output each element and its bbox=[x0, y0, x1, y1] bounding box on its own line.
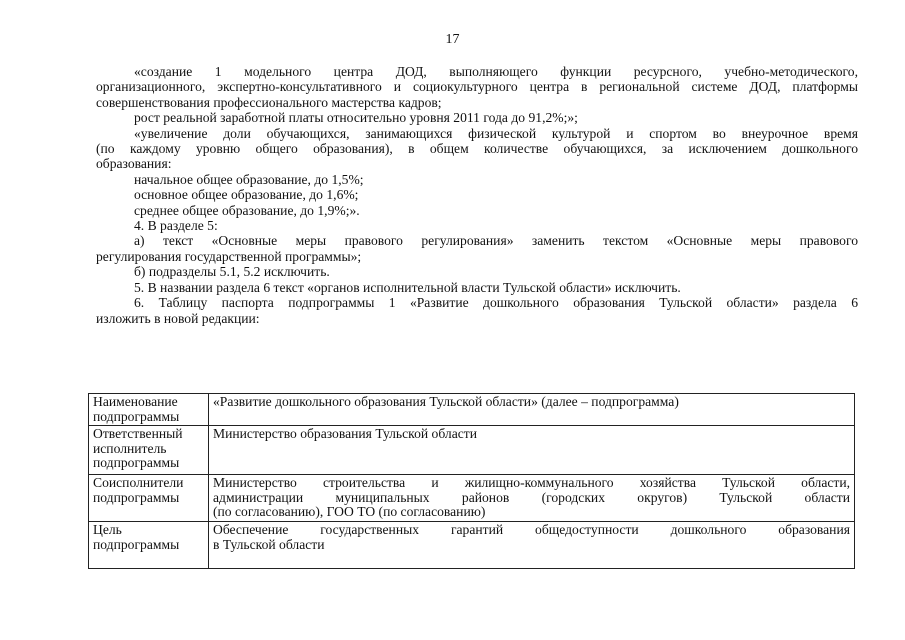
table-row bbox=[89, 394, 855, 426]
cell-line: Соисполнители bbox=[93, 475, 184, 490]
paragraph-line: «увеличение доли обучающихся, занимающихся физической культурой и спортом во внеурочное время bbox=[134, 125, 858, 141]
table-label-cell bbox=[89, 522, 209, 569]
document-body bbox=[96, 64, 858, 326]
paragraph: б) подразделы 5.1, 5.2 исключить. bbox=[134, 264, 330, 280]
paragraph-line: совершенствования профессионального мастерства кадров; bbox=[96, 94, 442, 110]
cell-line: администрации муниципальных районов (городских округов) Тульской области bbox=[213, 489, 850, 505]
cell-line: Наименование bbox=[93, 394, 178, 409]
cell-line: исполнитель bbox=[93, 440, 167, 456]
passport-table bbox=[88, 393, 855, 569]
table-label-cell bbox=[89, 475, 209, 522]
cell-line: Обеспечение государственных гарантий общедоступности дошкольного образования bbox=[213, 522, 850, 537]
cell-line: Министерство строительства и жилищно-коммунального хозяйства Тульской области, bbox=[213, 475, 850, 490]
table-label-cell bbox=[89, 394, 209, 426]
cell-line: в Тульской области bbox=[213, 536, 325, 552]
paragraph: 4. В разделе 5: bbox=[134, 218, 218, 234]
cell-line: Министерство образования Тульской области bbox=[213, 426, 477, 441]
paragraph-line: образования: bbox=[96, 156, 172, 172]
paragraph-line: изложить в новой редакции: bbox=[96, 310, 260, 326]
list-item: среднее общее образование, до 1,9%;». bbox=[134, 202, 360, 218]
page-number: 17 bbox=[445, 32, 460, 47]
table-value-cell bbox=[209, 394, 855, 426]
table-row bbox=[89, 475, 855, 522]
cell-line: Ответственный bbox=[93, 426, 183, 441]
cell-line: (по согласованию), ГОО ТО (по согласованию) bbox=[213, 504, 486, 520]
paragraph-line: а) текст «Основные меры правового регулирования» заменить текстом «Основные меры правового bbox=[134, 233, 858, 249]
table-row bbox=[89, 522, 855, 569]
list-item: начальное общее образование, до 1,5%; bbox=[134, 171, 364, 187]
cell-line: подпрограммы bbox=[93, 455, 180, 471]
paragraph: рост реальной заработной платы относительно уровня 2011 года до 91,2%;»; bbox=[134, 110, 578, 126]
paragraph-line: 6. Таблицу паспорта подпрограммы 1 «Развитие дошкольного образования Тульской области» раздела 6 bbox=[134, 295, 858, 311]
paragraph-line: регулирования государственной программы»; bbox=[96, 248, 362, 264]
paragraph: 5. В названии раздела 6 текст «органов исполнительной власти Тульской области» исключить. bbox=[134, 279, 681, 295]
cell-line: Цель bbox=[93, 522, 122, 537]
paragraph-line: организационного, экспертно-консультативного и социокультурного центра в региональной системе ДОД, платформы bbox=[96, 79, 858, 95]
table-value-cell bbox=[209, 475, 855, 522]
list-item: основное общее образование, до 1,6%; bbox=[134, 187, 359, 203]
cell-line: подпрограммы bbox=[93, 408, 180, 424]
table-label-cell bbox=[89, 426, 209, 475]
table-row bbox=[89, 426, 855, 475]
table-value-cell bbox=[209, 426, 855, 475]
cell-line: «Развитие дошкольного образования Тульской области» (далее – подпрограмма) bbox=[213, 394, 679, 409]
cell-line: подпрограммы bbox=[93, 489, 180, 505]
table-value-cell bbox=[209, 522, 855, 569]
cell-line: подпрограммы bbox=[93, 536, 180, 552]
paragraph-line: (по каждому уровню общего образования), в общем количестве обучающихся, за исключением дошкольного bbox=[96, 141, 858, 157]
paragraph-line: «создание 1 модельного центра ДОД, выполняющего функции ресурсного, учебно-методического, bbox=[134, 64, 858, 79]
